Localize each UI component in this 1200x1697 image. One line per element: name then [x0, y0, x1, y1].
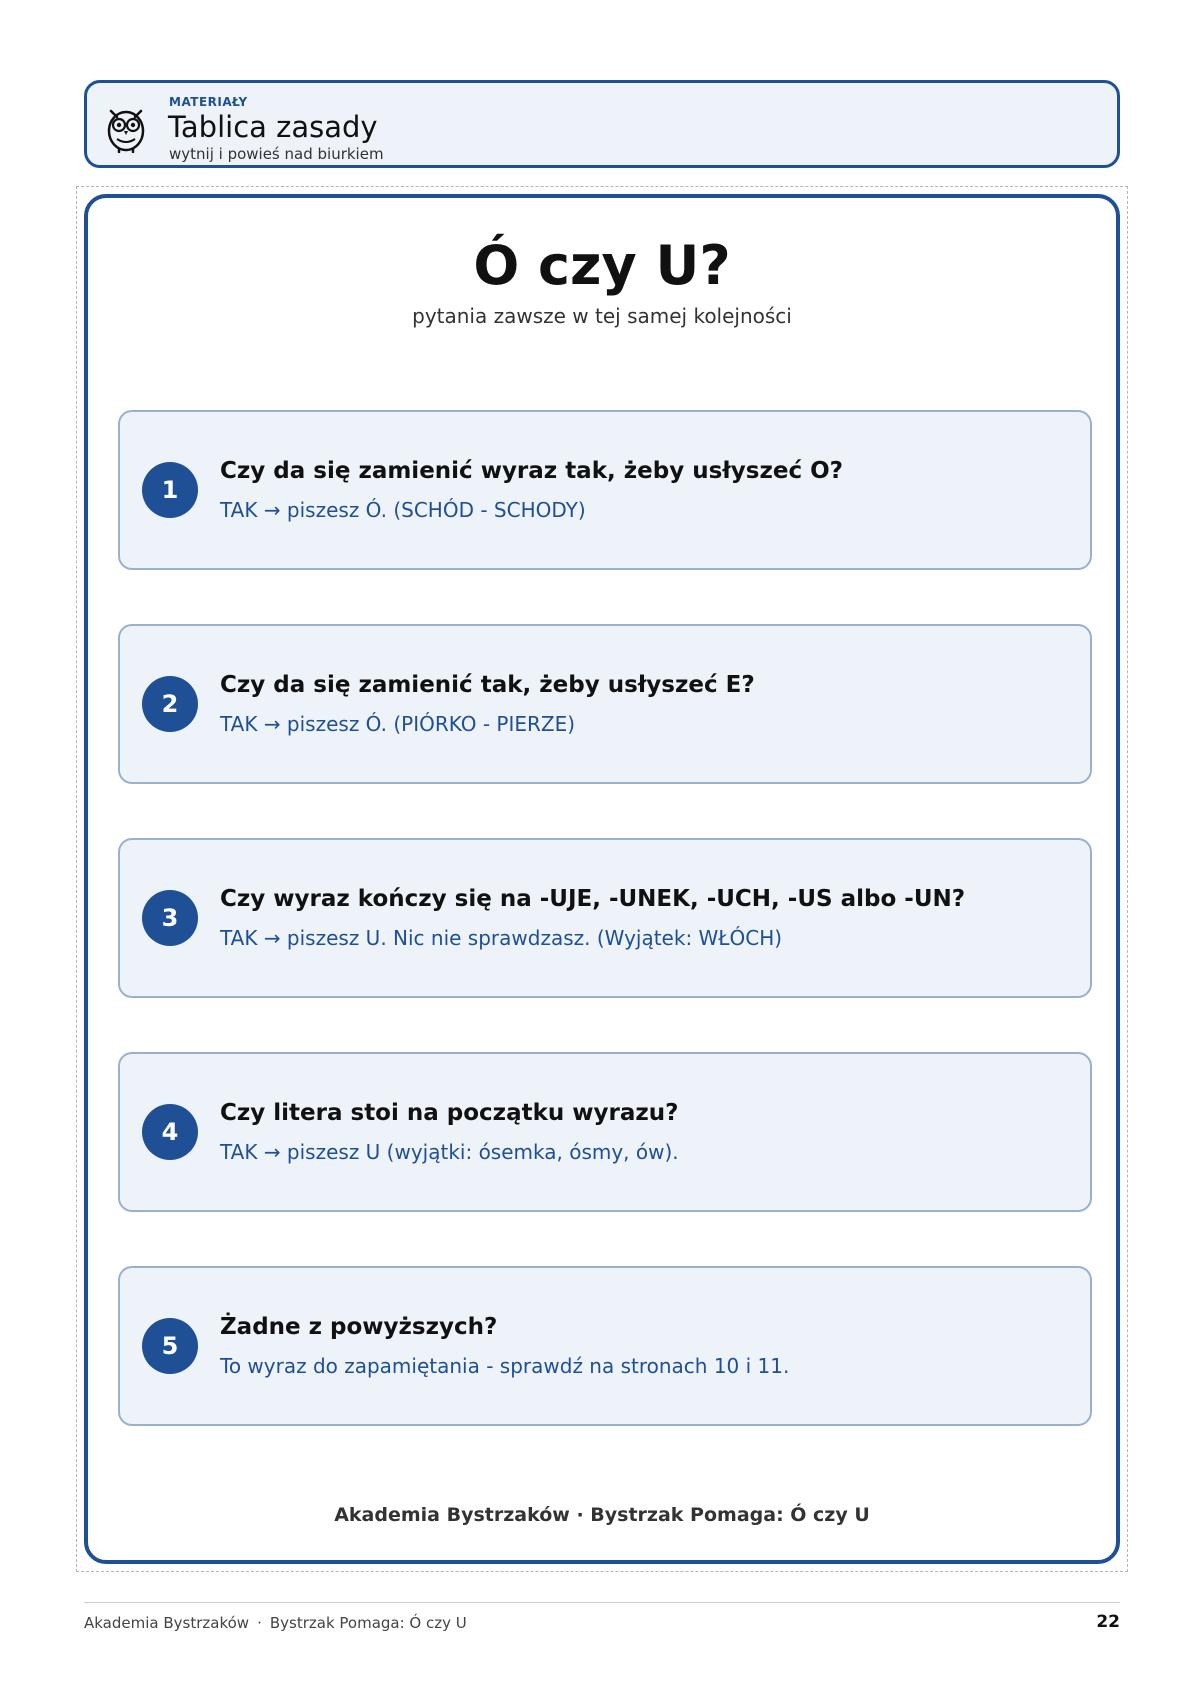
rule-card-3 — [118, 838, 1092, 998]
step-number-badge: 4 — [142, 1104, 198, 1160]
owl-icon — [103, 101, 149, 153]
rule-poster — [84, 194, 1120, 1564]
poster-footer: Akademia Bystrzaków · Bystrzak Pomaga: Ó czy U — [334, 1504, 870, 1526]
step-number-badge: 5 — [142, 1318, 198, 1374]
section-kicker: MATERIAŁY — [169, 95, 248, 109]
footer-publisher: Akademia Bystrzaków — [84, 1614, 250, 1632]
page-footer — [84, 1614, 467, 1632]
rule-card-5 — [118, 1266, 1092, 1426]
poster-subtitle: pytania zawsze w tej samej kolejności — [412, 304, 792, 328]
rule-question: Czy wyraz kończy się na -UJE, -UNEK, -UCH, -US albo -UN? — [220, 886, 966, 912]
footer-series: Bystrzak Pomaga: Ó czy U — [269, 1614, 467, 1632]
rule-question: Czy da się zamienić tak, żeby usłyszeć E? — [220, 672, 755, 698]
rule-answer: TAK → piszesz Ó. (SCHÓD - SCHODY) — [220, 498, 586, 522]
step-number-badge: 2 — [142, 676, 198, 732]
rule-answer: TAK → piszesz Ó. (PIÓRKO - PIERZE) — [220, 712, 576, 736]
rule-question: Czy da się zamienić wyraz tak, żeby usłyszeć O? — [220, 458, 843, 484]
step-number-badge: 3 — [142, 890, 198, 946]
rule-answer: To wyraz do zapamiętania - sprawdź na stronach 10 i 11. — [220, 1354, 790, 1378]
section-subtitle: wytnij i powieś nad biurkiem — [169, 145, 384, 163]
step-number-badge: 1 — [142, 462, 198, 518]
rule-card-4 — [118, 1052, 1092, 1212]
rule-card-1 — [118, 410, 1092, 570]
section-header — [84, 80, 1120, 168]
poster-title: Ó czy U? — [473, 234, 731, 297]
rule-card-2 — [118, 624, 1092, 784]
footer-separator: · — [257, 1614, 262, 1632]
rule-question: Czy litera stoi na początku wyrazu? — [220, 1100, 679, 1126]
footer-divider — [84, 1602, 1120, 1603]
section-title: Tablica zasady — [168, 110, 378, 144]
rule-question: Żadne z powyższych? — [220, 1314, 498, 1340]
rule-answer: TAK → piszesz U. Nic nie sprawdzasz. (Wyjątek: WŁÓCH) — [220, 926, 783, 950]
page-number: 22 — [1096, 1612, 1120, 1632]
rule-answer: TAK → piszesz U (wyjątki: ósemka, ósmy, ów). — [220, 1140, 679, 1164]
